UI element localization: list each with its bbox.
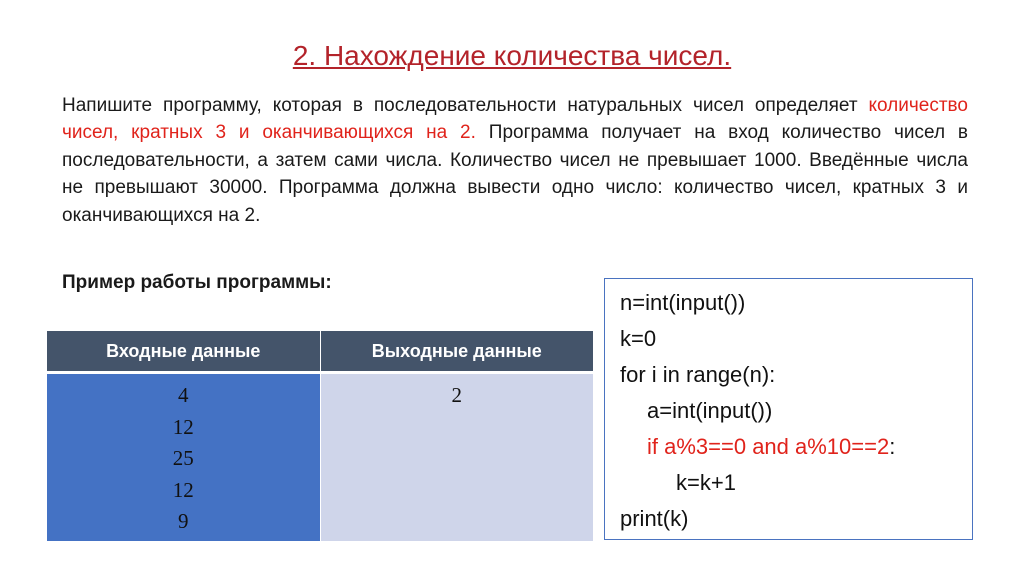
- task-text-part2: Программа получает на вход количество чисел в последовательности, а затем сами числа. Количество чисел не превышает 1000. Введённые числа не превышают 30000. Программа должна вывести одно число: количество чисел, кратных 3 и оканчивающихся на 2.: [62, 122, 969, 226]
- input-value: 12: [172, 477, 194, 502]
- code-line: n=int(input()): [620, 290, 746, 315]
- example-heading: Пример работы программы:: [62, 272, 332, 293]
- input-value: 25: [172, 446, 194, 470]
- code-block: [604, 278, 973, 540]
- code-line-condition: [620, 429, 972, 465]
- code-line: print(k): [620, 506, 689, 531]
- input-value: 4: [178, 383, 189, 407]
- io-table-header-row: [47, 331, 593, 373]
- code-line: a=int(input()): [647, 398, 773, 423]
- code-colon: :: [889, 434, 896, 459]
- input-header: Входные данные: [47, 331, 320, 373]
- slide-title: 2. Нахождение количества чисел.: [292, 40, 732, 71]
- output-header: Выходные данные: [320, 331, 593, 373]
- code-line: k=0: [620, 326, 657, 351]
- task-highlight: количество чисел, кратных 3 и оканчивающихся на 2.: [62, 95, 968, 144]
- output-value: 2: [451, 383, 462, 407]
- io-table: [47, 331, 593, 541]
- input-value: 12: [172, 414, 194, 439]
- input-cell: [47, 373, 320, 542]
- task-description: [62, 92, 968, 229]
- task-text-part1: Напишите программу, которая в последовательности натуральных чисел определяет: [62, 95, 869, 116]
- io-table-row: [47, 373, 593, 542]
- output-cell: [320, 373, 593, 542]
- code-line: for i in range(n):: [620, 362, 776, 387]
- code-line: k=k+1: [676, 470, 736, 495]
- code-condition: if a%3==0 and a%10==2: [647, 434, 890, 459]
- input-value: 9: [178, 509, 189, 533]
